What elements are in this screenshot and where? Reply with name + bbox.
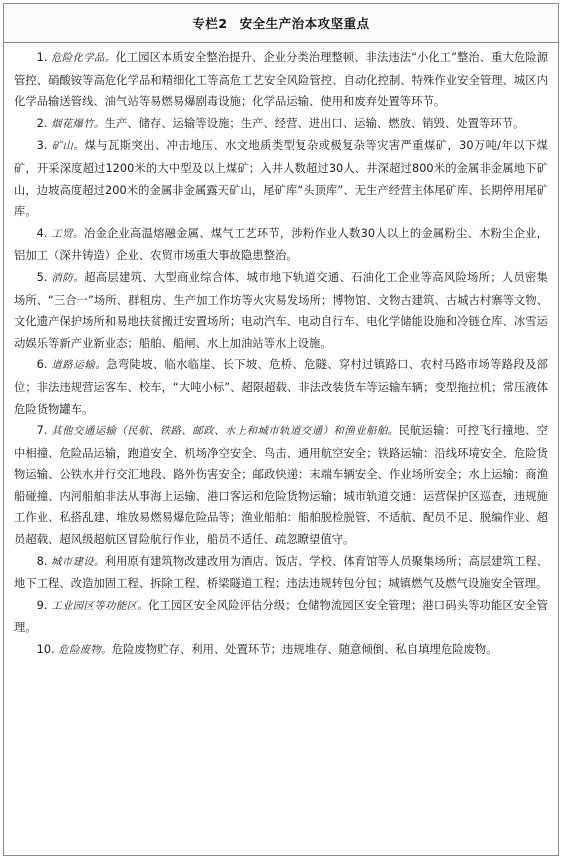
item-text: 急弯陡坡、临水临崖、长下坡、危桥、危隧、穿村过镇路口、农村马路市场等路段及部位；非法违规营运客车、校车，“大吨小标”、超限超载、非法改装货车等运输车辆；变型拖拉机；常压液体危险货物罐车。 (14, 358, 548, 416)
item-text: 煤与瓦斯突出、冲击地压、水文地质类型复杂或极复杂等灾害严重煤矿，30万吨/年以下煤矿，开采深度超过1200米的大中型及以上煤矿；入井人数超过30人、井深超过800米的金属非金属地下矿山，边坡高度超过200米的金属非金属露天矿山，尾矿库“头顶库”、无生产经营主体尾矿库、长期停用尾矿库。 (14, 139, 548, 219)
item-number: 6. (36, 358, 48, 372)
item-keyword: 危险废物。 (58, 644, 112, 657)
list-item (14, 113, 548, 136)
item-keyword: 工业园区等功能区。 (51, 599, 149, 612)
list-item (14, 135, 548, 222)
item-keyword: 消防。 (51, 271, 85, 284)
list-item (14, 639, 548, 662)
item-keyword: 危险化学品。 (51, 52, 116, 64)
item-number: 10. (36, 643, 55, 657)
list-item (14, 267, 548, 354)
item-text: 危险废物贮存、利用、处置环节；违规堆存、随意倾倒、私自填埋危险废物。 (111, 643, 498, 657)
item-keyword: 城市建设。 (51, 555, 105, 568)
item-text: 生产、储存、运输等设施；生产、经营、进出口、运输、燃放、销毁、处置等环节。 (104, 116, 525, 130)
column-label: 专栏2 (192, 16, 228, 31)
item-text: 利用原有建筑物改建改用为酒店、饭店、学校、体育馆等人员聚集场所；高层建筑工程、地下工程、改造加固工程、拆除工程、桥梁隧道工程；违法违规转包分包；城镇燃气及燃气设施安全管理。 (14, 554, 548, 591)
item-text: 化工园区安全风险评估分级；仓储物流园区安全管理；港口码头等功能区安全管理。 (14, 598, 548, 635)
item-text: 超高层建筑、大型商业综合体、城市地下轨道交通、石油化工企业等高风险场所；人员密集场所、“三合一”场所、群租房、生产加工作坊等火灾易发场所；博物馆、文物古建筑、古城古村寨等文物、文化遗产保护场所和易地扶贫搬迁安置场所；电动汽车、电动自行车、电化学储能设施和冷链仓库、冰雪运动娱乐等新产业新业态；船舶、船闸、水上加油站等水上设施。 (14, 270, 548, 350)
item-keyword: 工贸。 (51, 227, 84, 240)
column-title (192, 14, 369, 32)
item-number: 8. (36, 554, 48, 568)
item-number: 7. (36, 424, 48, 438)
item-text: 化工园区本质安全整治提升、企业分类治理整顿、非法违法“小化工”整治、重大危险源管控、硝酸铵等高危化学品和精细化工等高危工艺安全风险管控、自动化控制、特殊作业安全管理、城区内化学品输送管线、油气站等易燃易爆剧毒设施；化学品运输、使用和废弃处置等环节。 (14, 51, 548, 109)
item-number: 5. (36, 270, 48, 284)
item-number: 4. (36, 226, 48, 240)
list-item (14, 420, 548, 551)
column-box (3, 3, 559, 856)
column-body (4, 43, 558, 662)
item-number: 2. (36, 116, 48, 130)
list-item (14, 47, 548, 113)
column-heading: 安全生产治本攻坚重点 (239, 16, 370, 31)
list-item (14, 595, 548, 639)
item-number: 1. (36, 51, 48, 64)
item-keyword: 烟花爆竹。 (51, 117, 105, 130)
list-item (14, 354, 548, 420)
column-header (4, 4, 558, 43)
item-text: 冶金企业高温熔融金属、煤气工艺环节，涉粉作业人数30人以上的金属粉尘、木粉尘企业，铝加工（深井铸造）企业、农贸市场重大事故隐患整治。 (14, 226, 548, 263)
list-item (14, 223, 548, 267)
item-number: 9. (36, 598, 48, 612)
item-number: 3. (36, 139, 48, 153)
item-keyword: 其他交通运输（民航、铁路、邮政、水上和城市轨道交通）和渔业船舶。 (51, 425, 399, 438)
list-item (14, 551, 548, 595)
item-keyword: 矿山。 (51, 140, 85, 153)
item-keyword: 道路运输。 (51, 359, 107, 372)
item-text: 民航运输：可控飞行撞地、空中相撞、危险品运输，跑道安全、机场净空安全、鸟击、通用航空安全；铁路运输：沿线环境安全、危险货物运输、公铁水并行交汇地段、路外伤害安全；邮政快递：末端车辆安全、作业场所安全；水上运输：商渔船碰撞、内河船舶非法从事海上运输、港口客运和危险货物运输；城市轨道交通：运营保护区巡查，违规施工作业、私搭乱建、堆放易燃易爆危险品等；渔业船舶：船舶脱检脱管、不适航、配员不足、脱编作业、超员超载、超风级超航区冒险航行作业，船员不适任、疏忽瞭望值守。 (14, 424, 548, 547)
